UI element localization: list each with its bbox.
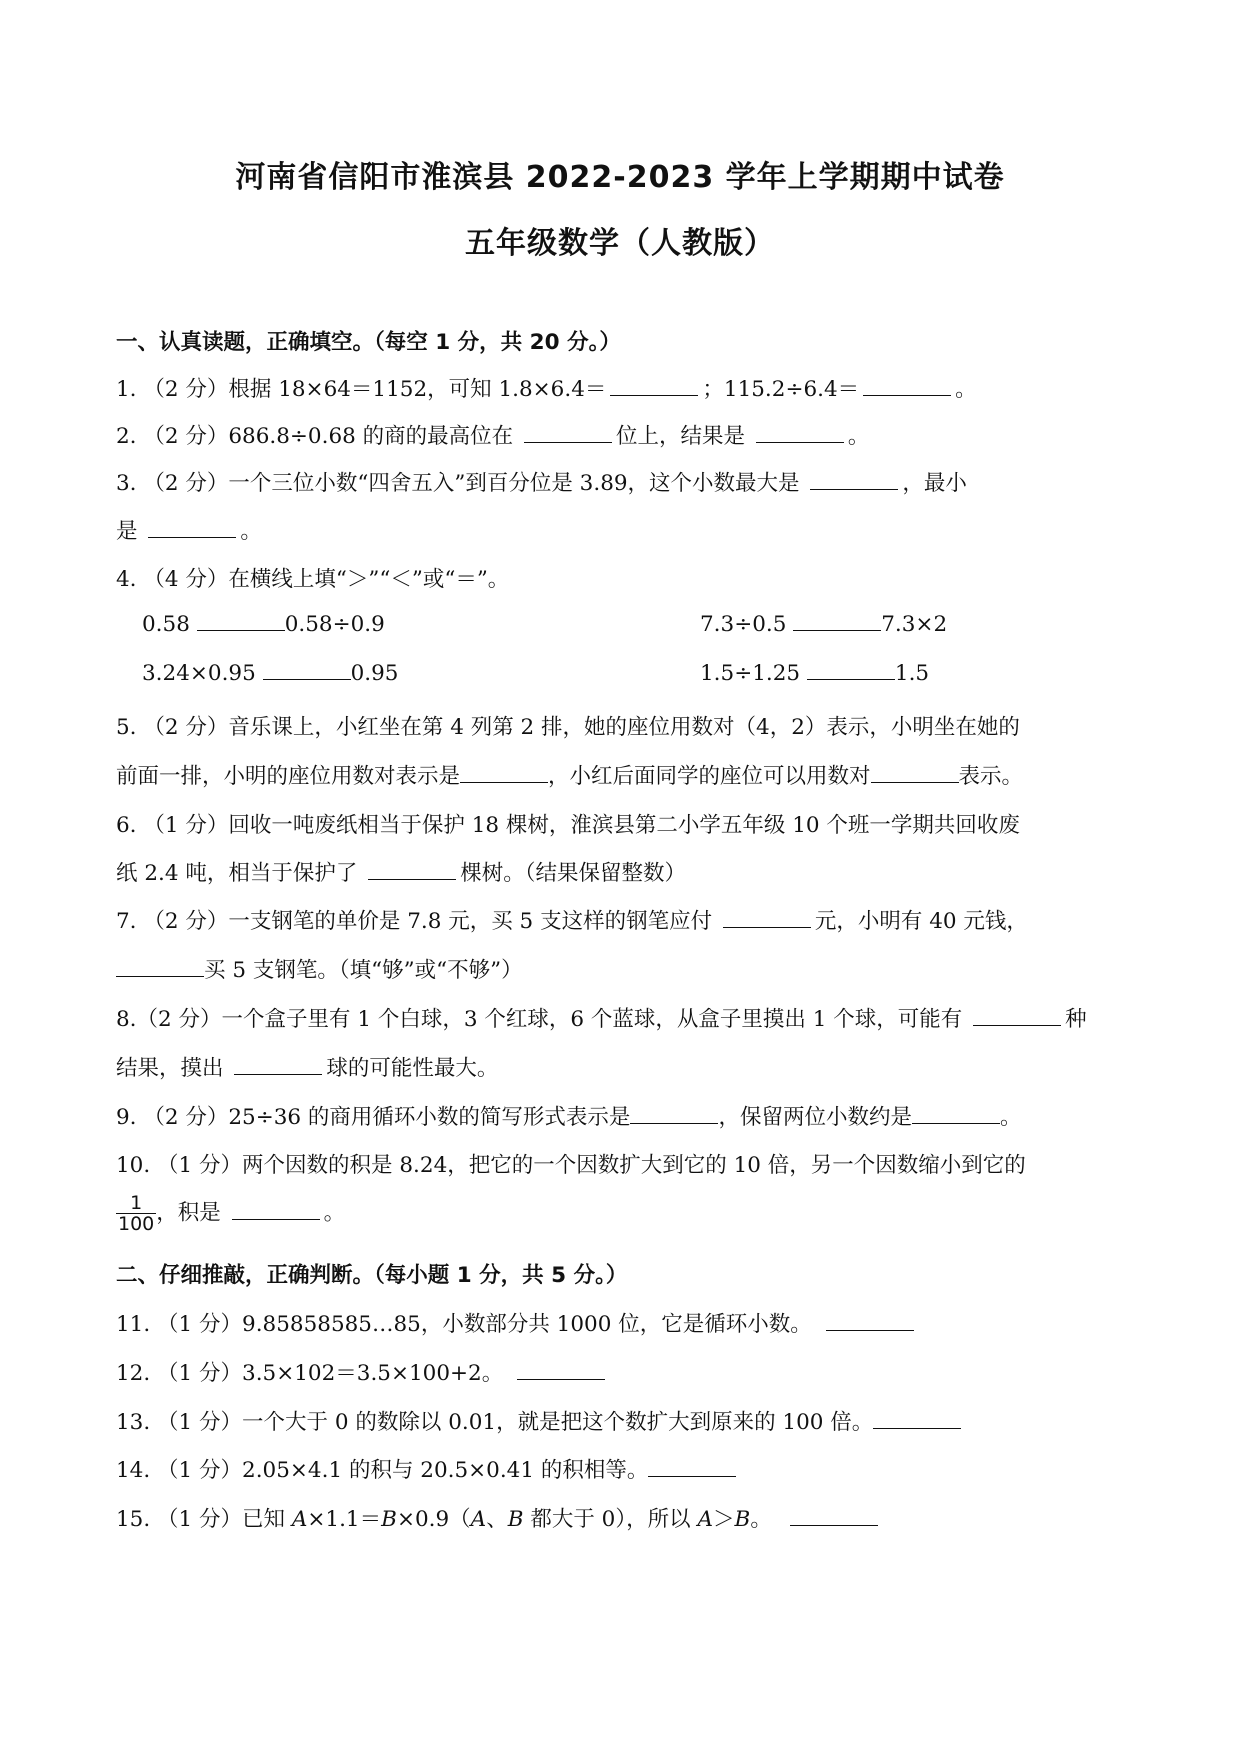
answer-blank[interactable] [873, 1427, 961, 1429]
answer-blank[interactable] [630, 1122, 718, 1124]
answer-blank[interactable] [826, 1329, 914, 1331]
answer-blank[interactable] [810, 488, 898, 490]
section-2-heading: 二、仔细推敲，正确判断。（每小题 1 分，共 5 分。） [116, 1263, 628, 1288]
question-7: 7. （2 分）一支钢笔的单价是 7.8 元，买 5 支这样的钢笔应付 元，小明有 40 元钱， [116, 909, 1028, 934]
question-9: 9. （2 分）25÷36 的商用循环小数的简写形式表示是 ，保留两位小数约是 。 [116, 1105, 1022, 1130]
answer-blank[interactable] [648, 1475, 736, 1477]
question-2: 2. （2 分）686.8÷0.68 的商的最高位在 位上，结果是 。 [116, 424, 870, 449]
question-7-cont: 买 5 支钢笔。（填“够”或“不够”） [116, 953, 523, 984]
question-15: 15. （1 分）已知 A×1.1＝B×0.9（A、B 都大于 0），所以 A＞B。 [116, 1502, 882, 1533]
page-title: 河南省信阳市淮滨县 2022-2023 学年上学期期中试卷 [235, 160, 1005, 195]
answer-blank[interactable] [790, 1524, 878, 1526]
question-5: 5. （2 分）音乐课上，小红坐在第 4 列第 2 排，她的座位用数对（4，2）表示，小明坐在她的 [116, 715, 1020, 740]
question-4: 4. （4 分）在横线上填“＞”“＜”或“＝”。 [116, 567, 510, 592]
question-6-cont: 纸 2.4 吨，相当于保护了 棵树。（结果保留整数） [116, 861, 686, 886]
question-6: 6. （1 分）回收一吨废纸相当于保护 18 棵树，淮滨县第二小学五年级 10 个班一学期共回收废 [116, 813, 1020, 838]
answer-blank[interactable] [116, 975, 204, 977]
answer-blank[interactable] [234, 1073, 322, 1075]
question-10: 10. （1 分）两个因数的积是 8.24，把它的一个因数扩大到它的 10 倍，另一个因数缩小到它的 [116, 1153, 1026, 1178]
answer-blank[interactable] [863, 394, 951, 396]
answer-blank[interactable] [912, 1122, 1000, 1124]
answer-blank[interactable] [610, 394, 698, 396]
question-10-cont: $\frac{1}{100}$ ，积是 。 [118, 1192, 346, 1235]
question-3-cont: 是 。 [116, 519, 262, 544]
answer-blank[interactable] [368, 878, 456, 880]
question-4-row-1: 0.58 0.58÷0.9 7.3÷0.5 7.3×2 [142, 612, 948, 637]
answer-blank[interactable] [807, 678, 895, 680]
answer-blank[interactable] [197, 629, 285, 631]
question-8: 8.（2 分）一个盒子里有 1 个白球，3 个红球，6 个蓝球，从盒子里摸出 1 个球，可能有 种 [116, 1007, 1087, 1032]
question-14: 14. （1 分）2.05×4.1 的积与 20.5×0.41 的积相等。 [116, 1453, 736, 1484]
page-subtitle: 五年级数学（人教版） [465, 226, 775, 261]
question-4-row-2: 3.24×0.95 0.95 1.5÷1.25 1.5 [142, 661, 930, 686]
question-13: 13. （1 分）一个大于 0 的数除以 0.01，就是把这个数扩大到原来的 100 倍。 [116, 1405, 961, 1436]
answer-blank[interactable] [263, 678, 351, 680]
answer-blank[interactable] [723, 926, 811, 928]
question-11: 11. （1 分）9.85858585…85，小数部分共 1000 位，它是循环小数。 [116, 1307, 918, 1338]
section-1-heading: 一、认真读题，正确填空。（每空 1 分，共 20 分。） [116, 330, 621, 355]
answer-blank[interactable] [871, 781, 959, 783]
answer-blank[interactable] [148, 536, 236, 538]
question-3: 3. （2 分）一个三位小数“四舍五入”到百分位是 3.89，这个小数最大是 ，最小 [116, 471, 967, 496]
answer-blank[interactable] [973, 1024, 1061, 1026]
question-5-cont: 前面一排，小明的座位用数对表示是 ，小红后面同学的座位可以用数对 表示。 [116, 764, 1024, 789]
answer-blank[interactable] [517, 1378, 605, 1380]
answer-blank[interactable] [756, 441, 844, 443]
answer-blank[interactable] [232, 1218, 320, 1220]
answer-blank[interactable] [460, 781, 548, 783]
question-12: 12. （1 分）3.5×102＝3.5×100+2。 [116, 1356, 609, 1387]
question-8-cont: 结果，摸出 球的可能性最大。 [116, 1056, 499, 1081]
fraction: $\frac{1}{100}$ [118, 1192, 155, 1235]
answer-blank[interactable] [793, 629, 881, 631]
question-1: 1. （2 分）根据 18×64＝1152，可知 1.8×6.4＝ ；115.2÷6.4＝ 。 [116, 377, 977, 402]
answer-blank[interactable] [524, 441, 612, 443]
